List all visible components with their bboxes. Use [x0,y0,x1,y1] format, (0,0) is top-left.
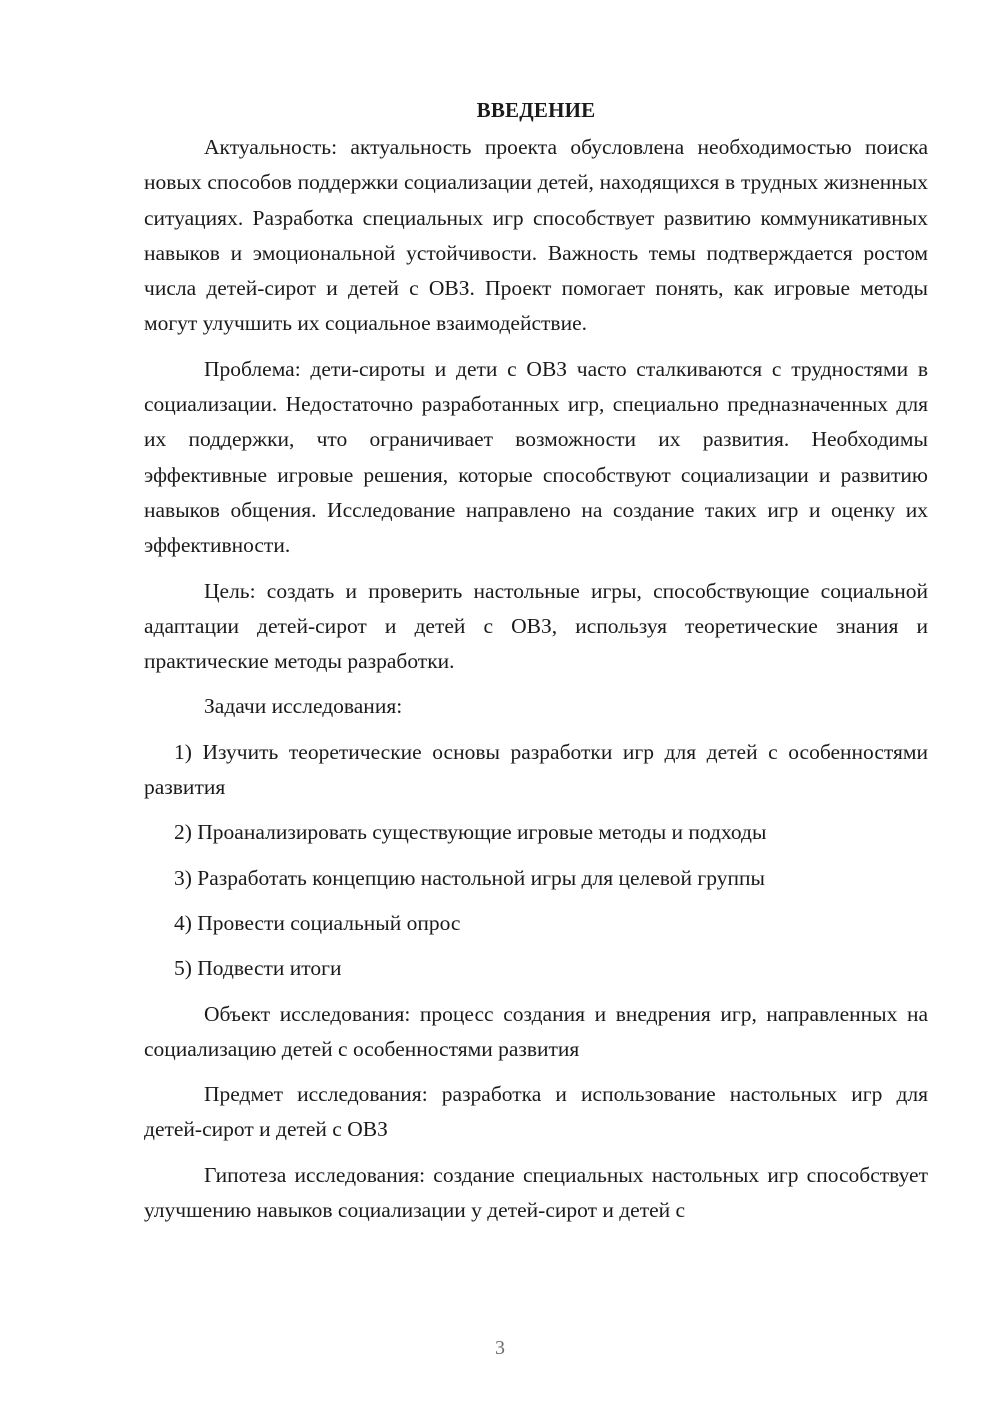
problem-paragraph: Проблема: дети-сироты и дети с ОВЗ часто сталкиваются с трудностями в социализации. Недостаточно разработанных игр, специально предназначенных для их поддержки, что ограничивает возможности их развития. Необходимы эффективные игровые решения, которые способствуют социализации и развитию навыков общения. Исследование направлено на создание таких игр и оценку их эффективности. [144,356,928,558]
task-item-2: 2) Проанализировать существующие игровые методы и подходы [174,820,767,845]
goal-paragraph: Цель: создать и проверить настольные игры, способствующие социальной адаптации детей-сирот и детей с ОВЗ, используя теоретические знания и практические методы разработки. [144,578,928,674]
relevance-paragraph: Актуальность: актуальность проекта обусловлена необходимостью поиска новых способов поддержки социализации детей, находящихся в трудных жизненных ситуациях. Разработка специальных игр способствует развитию коммуникативных навыков и эмоциональной устойчивости. Важность темы подтверждается ростом числа детей-сирот и детей с ОВЗ. Проект помогает понять, как игровые методы могут улучшить их социальное взаимодействие. [144,135,928,336]
page-title: ВВЕДЕНИЕ [476,98,596,122]
document-page [144,92,928,1238]
task-item-1: 1) Изучить теоретические основы разработки игр для детей с особенностями развития [144,739,928,800]
tasks-list [144,735,928,987]
task-item-4: 4) Провести социальный опрос [174,910,461,935]
object-paragraph: Объект исследования: процесс создания и внедрения игр, направленных на социализацию детей с особенностями развития [144,1001,928,1061]
task-item-3: 3) Разработать концепцию настольной игры для целевой группы [174,865,765,890]
task-item-5: 5) Подвести итоги [174,956,342,981]
page-number: 3 [495,1337,505,1359]
hypothesis-paragraph: Гипотеза исследования: создание специальных настольных игр способствует улучшению навыков социализации у детей-сирот и детей с [144,1162,928,1223]
subject-paragraph: Предмет исследования: разработка и использование настольных игр для детей-сирот и детей с ОВЗ [144,1082,928,1142]
tasks-heading: Задачи исследования: [204,694,403,719]
